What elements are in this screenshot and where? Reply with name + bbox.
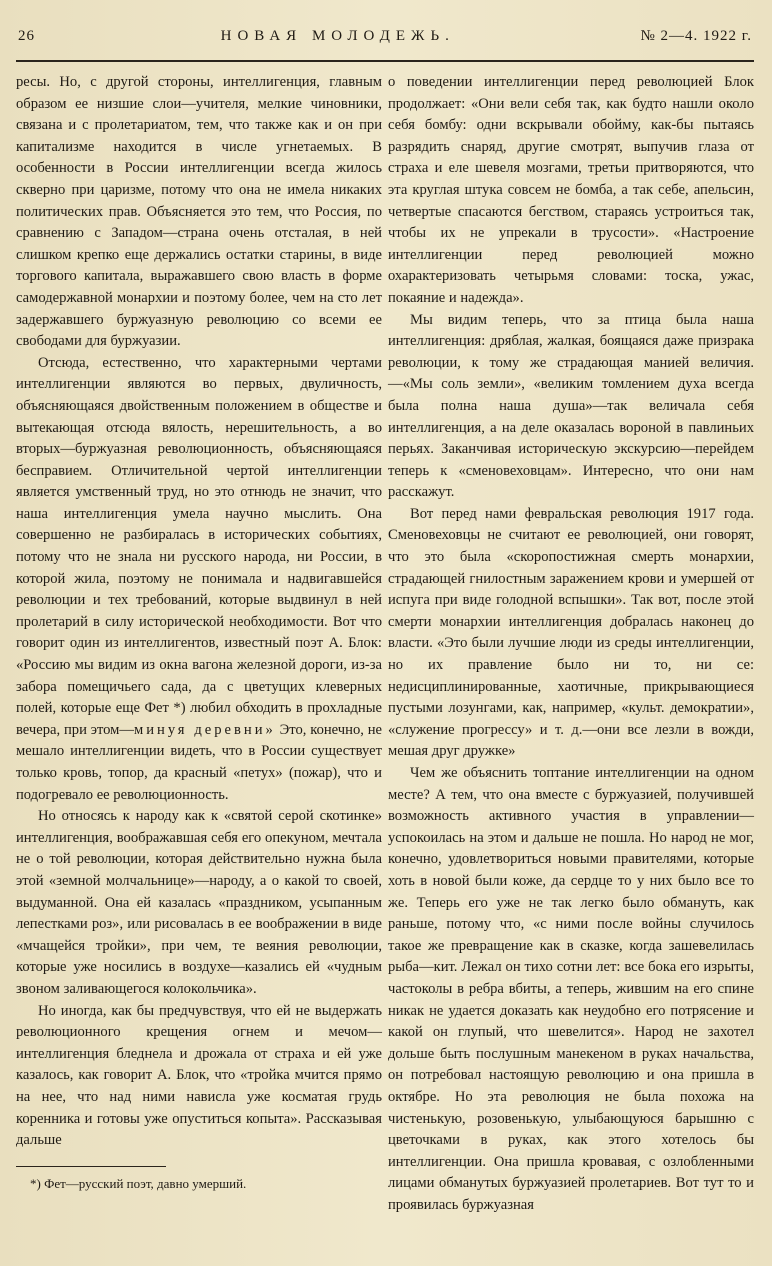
page-number: 26 <box>18 28 35 44</box>
left-paragraph-2-emphasis: минуя деревни» <box>134 721 276 738</box>
left-paragraph-3: Но относясь к народу как к «святой серой скотинке» интеллигенция, воображавшая себя его опекуном, мечтала не о той революции, которая действительно нужна была этой «земной молчальнице»—народу, а о какой то своей, выдуманной. Она ей казалась «праздником, усыпанным лепестками роз», или рисовалась в ее воображении в виде «мчащейся тройки», при чем, те веяния революции, которые уже носились в воздухе—казались ей «чудным звоном заливающегося колокольчика». <box>16 808 382 997</box>
footnote: *) Фет—русский поэт, давно умерший. <box>30 1175 247 1191</box>
page-header <box>16 28 754 54</box>
header-rule <box>16 60 754 62</box>
left-paragraph-2-end: Это, конечно, не мешало интеллигенции видеть, что в России существует только кровь, топор, да красный «петух» (пожар), что и подогревало ее революционность. <box>16 721 382 803</box>
left-paragraph-2-text: Отсюда, естественно, что характерными чертами интеллигенции являются во первых, двуличность, объясняющаяся двойственным положением в обществе и вытекающая отсюда вялость, нерешительность, а во вторых—буржуазная революционность, объясняющаяся бесправием. Отличительной чертой интеллигенции является умственный труд, но это отнюдь не значит, что наша интеллигенция умела научно мыслить. Она совершенно не разбиралась в исторических событиях, потому что не знала ни русского народа, ни России, в которой жила, поэтому не понимала и надвигавшейся революции и тех требований, которые выдвинул в ней пролетарий в силу исторической необходимости. Вот что говорит один из интеллигентов, известный поэт А. Блок: «Россию мы видим из окна вагона железной дороги, из-за забора помещичьего сада, да с цветущих клеверных полей, которые еще Фет *) любил обходить в прохладные вечера, при этом— <box>16 354 382 738</box>
left-paragraph-1: ресы. Но, с другой стороны, интеллигенция, главным образом ее низшие слои—учителя, мелкие чиновники, связана и с пролетариатом, тем, что также как и он при капитализме находится в числе угнетаемых. В особенности в России интеллигенции всегда жилось скверно при царизме, потому что она не имела никаких политических прав. Объясняется это тем, что Россия, по сравнению с Западом—страна очень отсталая, в ней слишком крепко еще держались остатки старины, в виде торгового капитала, выражавшего свою власть в форме самодержавной монархии и поэтому более, чем на сто лет задержавшего буржуазную революцию со всеми ее свободами для буржуазии. <box>16 74 382 350</box>
footnote-rule <box>16 1166 166 1167</box>
right-paragraph-4: Чем же объяснить топтание интеллигенции на одном месте? А тем, что она вместе с буржуазией, получившей возможность активного участия в управлении—успокоилась на этом и дальше не пошла. Но народ не мог, конечно, удовлетвориться новыми правителями, которые хоть в новой были коже, да сердце то у них было все то же. Теперь его уже не так легко было обмануть, как раньше, потому что, «с ними после войны случилось такое же превращение как в сказке, когда зашевелилась рыба—кит. Лежал он тихо сотни лет: все бока его изрыты, частоколы в ребра вбиты, а теперь, жившим на его спине никак не удается доказать как неудобно его потрясение и какой он глупый, что шевелится». Народ не захотел дольше быть послушным манекеном в руках начальства, он потребовал настоящую революцию и она пришла в октябре. Но эта революция не была похожа на чистенькую, розовенькую, улыбающуюся барышню с цветочками в руках, как этого хотелось бы интеллигенции. Она пришла кровавая, с озлобленными лицами обманутых буржуазией пролетариев. Вот тут то и проявилась буржуазная <box>388 765 754 1213</box>
journal-title: НОВАЯ МОЛОДЕЖЬ. <box>220 28 455 44</box>
left-paragraph-4: Но иногда, как бы предчувствуя, что ей не выдержать революционного крещения огнем и мечом—интеллигенция бледнела и дрожала от страха и ей уже казалось, как говорит А. Блок, что «тройка мчится прямо на нее, что над ними нависла уже косматая грудь коренника и готовы уже опуститься копыта». Рассказывая дальше <box>16 1002 382 1149</box>
left-paragraph-2 <box>16 353 382 806</box>
right-paragraph-3: Вот перед нами февральская революция 1917 года. Сменовеховцы не считают ее революцией, они говорят, что это была «скоропостижная смерть монархии, страдающей гнилостным заражением крови и умершей от испуга при виде голодной вспышки». Так вот, после этой смерти монархии интеллигенция добралась наконец до власти. «Это были лучшие люди из среды интеллигенции, но их правление было ни то, ни се: недисциплинированные, хаотичные, прикрывающиеся пустыми лозунгами, как, например, «культ. демократии», «служение прогрессу» и т. д.—они все лезли в вожди, мешая друг дружке» <box>388 505 754 760</box>
left-column <box>16 72 382 1216</box>
right-column <box>388 72 754 1216</box>
right-paragraph-2: Мы видим теперь, что за птица была наша интеллигенция: дряблая, жалкая, боящаяся даже призрака революции, к тому же страдающая манией величия.—«Мы соль земли», «великим томлением духа всегда была полна наша душа»—так величала себя интеллигенция, а на деле оказалась вороной в павлиньих перьях. Заканчивая историческую экскурсию—перейдем теперь к «сменовеховцам». Интересно, что они нам расскажут. <box>388 311 754 501</box>
issue-info: № 2—4. 1922 г. <box>640 28 752 44</box>
article-columns <box>16 72 754 1216</box>
right-paragraph-1: о поведении интеллигенции перед революцией Блок продолжает: «Они вели себя так, как будто нашли около себя бомбу: одни вскрывали обойму, как-бы пытаясь разрядить снаряд, другие смотрят, выпучив глаза от страха и еле шевеля мозгами, третьи притворяются, что эта круглая штука совсем не бомба, а так себе, апельсин, четвертые спасаются бегством, стараясь устроиться так, чтобы их не упрекали в трусости». «Настроение интеллигенции перед революцией можно охарактеризовать четырьмя словами: тоска, ужас, покаяние и надежда». <box>388 74 754 306</box>
